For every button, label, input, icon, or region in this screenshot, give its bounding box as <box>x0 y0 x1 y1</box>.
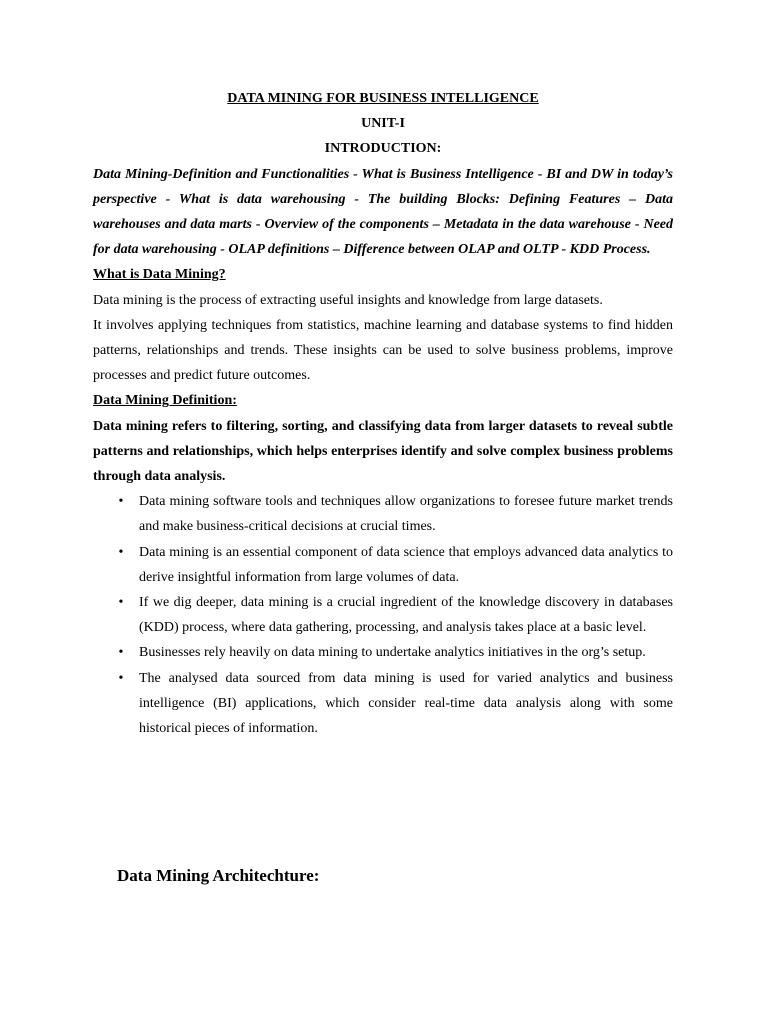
list-item <box>93 590 673 640</box>
bullet-icon: • <box>118 494 124 510</box>
bullet-icon: • <box>118 544 124 560</box>
document-body <box>93 86 673 741</box>
what-is-data-mining-paragraph-2: It involves applying techniques from statistics, machine learning and database systems to find hidden patterns, relationships and trends. These insights can be used to solve business problems, improve processes and predict future outcomes. <box>93 317 673 384</box>
list-item-text: The analysed data sourced from data mining is used for varied analytics and business intelligence (BI) applications, which consider real-time data analysis along with some historical pieces of information. <box>139 670 673 737</box>
architecture-heading: Data Mining Architechture: <box>117 866 320 885</box>
list-item-text: Businesses rely heavily on data mining to undertake analytics initiatives in the org’s setup. <box>139 645 646 661</box>
definition-paragraph: Data mining refers to filtering, sorting, and classifying data from larger datasets to reveal subtle patterns and relationships, which helps enterprises identify and solve complex business problems through data analysis. <box>93 418 673 485</box>
bullet-icon: • <box>118 595 124 611</box>
intro-paragraph: Data Mining-Definition and Functionalities - What is Business Intelligence - BI and DW in today’s perspective - What is data warehousing - The building Blocks: Defining Features – Data warehouses and data marts - Overview of the components – Metadata in the data warehouse - Need for data warehousing - OLAP definitions – Difference between OLAP and OLTP - KDD Process. <box>93 166 673 258</box>
section-label: INTRODUCTION: <box>324 141 442 157</box>
what-is-data-mining-heading: What is Data Mining? <box>93 267 226 283</box>
list-item <box>93 640 673 665</box>
list-item-text: If we dig deeper, data mining is a crucial ingredient of the knowledge discovery in databases (KDD) process, where data gathering, processing, and analysis takes place at a basic level. <box>139 595 673 636</box>
list-item-text: Data mining is an essential component of data science that employs advanced data analytics to derive insightful information from large volumes of data. <box>139 544 673 585</box>
list-item <box>93 489 673 539</box>
what-is-data-mining-paragraph-1: Data mining is the process of extracting useful insights and knowledge from large datasets. <box>93 292 603 308</box>
bullet-icon: • <box>118 645 124 661</box>
definition-heading: Data Mining Definition: <box>93 393 237 409</box>
bullet-list <box>93 489 673 741</box>
list-item <box>93 666 673 742</box>
list-item <box>93 540 673 590</box>
list-item-text: Data mining software tools and techniques allow organizations to foresee future market trends and make business-critical decisions at crucial times. <box>139 494 673 535</box>
bullet-icon: • <box>118 670 124 686</box>
unit-label: UNIT-I <box>361 116 405 132</box>
document-title: DATA MINING FOR BUSINESS INTELLIGENCE <box>227 91 539 106</box>
